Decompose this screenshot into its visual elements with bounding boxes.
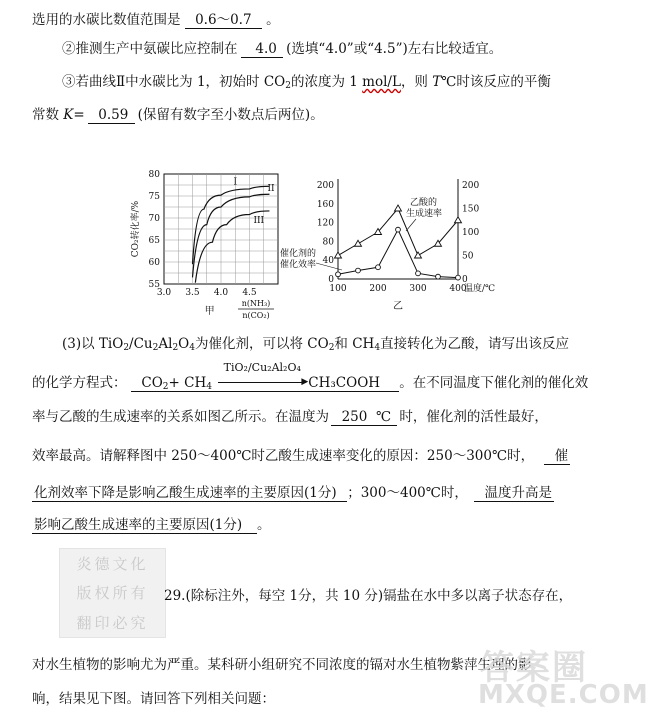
chart-jia-grid: [164, 174, 278, 284]
circle-point: [456, 275, 461, 280]
triangle-point: [395, 205, 402, 211]
reaction-arrow: [218, 382, 306, 383]
x-axis-label: 温度/℃: [464, 284, 496, 294]
chart-yi-lines: [335, 205, 462, 280]
y-left-tick-label: 200: [316, 181, 334, 191]
x-tick-label: 200: [369, 284, 387, 294]
para-3-line-5: 化剂效率下降是影响乙酸生成速率的主要原因(1分) ；300～400℃时， 温度升高是: [34, 485, 552, 501]
y-tick-label: 75: [148, 192, 160, 202]
para-3-line-2: 的化学方程式： $CO_2+ CH_4$ TiO₂/Cu₂Al₂O₄ ▶ CH₃COOH 。在不同温度下催化剂的催化效: [32, 361, 589, 392]
y-tick-label: 80: [148, 170, 160, 180]
answer-blank: 250 ℃: [331, 409, 397, 426]
series-label-II: II: [267, 184, 275, 195]
x-tick-label: 3.0: [156, 288, 172, 298]
circle-point: [356, 268, 361, 273]
question-29-line-1: 29.(除标注外，每空 1分，共 10 分)镉盐在水中多以离子状态存在，: [164, 588, 573, 604]
x-tick-label: 4.5: [242, 288, 257, 298]
answer-line-4: 常数 K= 0.59 (保留有数字至小数点后两位)。: [32, 107, 324, 123]
annotation-eff-2: 催化效率: [280, 260, 317, 270]
chart-yi-ticks: [280, 181, 495, 312]
chart-jia: [128, 160, 288, 320]
x-tick-label: 4.0: [213, 288, 229, 298]
y-tick-label: 55: [148, 280, 160, 290]
circle-point: [396, 227, 401, 232]
circle-point: [436, 274, 441, 279]
answer-line-2: ②推测生产中氨碳比应控制在 4.0 (选填“4.0”或“4.5”)左右比较适宜。: [62, 41, 503, 57]
triangle-point: [335, 252, 342, 258]
copyright-stamp: 炎德文化 版权所有 翻印必究: [59, 548, 166, 638]
circle-point: [376, 265, 381, 270]
chart-yi: [280, 173, 498, 321]
y-tick-label: 60: [148, 258, 160, 268]
site-watermark: 答案圈 MXQE.COM: [478, 648, 649, 710]
question-29-line-3: 响，结果见下图。请回答下列相关问题：: [32, 691, 275, 707]
series-line-II: [193, 194, 270, 277]
triangle-point: [455, 217, 462, 223]
triangle-point: [415, 252, 422, 258]
circle-point: [336, 272, 341, 277]
para-3-line-3: 率与乙酸的生成速率的关系如图乙所示。在温度为 250 ℃ 时，催化剂的活性最好，: [32, 409, 548, 425]
answer-blank: 温度升高是: [474, 485, 554, 502]
answer-blank: 影响乙酸生成速率的主要原因(1分): [32, 517, 257, 534]
annotation-eff-1: 催化剂的: [280, 249, 317, 259]
equation-answer: $CO_2+ CH_4$ TiO₂/Cu₂Al₂O₄ ▶ CH₃COOH: [131, 375, 399, 392]
x-tick-label: 100: [329, 284, 347, 294]
answer-line-1: 选用的水碳比数值范围是 0.6～0.7 。: [32, 12, 280, 28]
answer-line-3: ③若曲线Ⅱ中水碳比为 1，初始时 $CO_2$的浓度为 1 mol/L，则 T℃时该反应的平衡: [62, 74, 551, 91]
answer-blank: 催: [544, 448, 570, 465]
x-axis-label-denominator: n(CO₂): [242, 311, 270, 320]
y-left-tick-label: 120: [316, 218, 334, 229]
y-right-tick-label: 50: [462, 251, 474, 262]
annotation-rate-1: 乙酸的: [410, 198, 438, 208]
para-3-line-1: (3)以 $TiO_2/Cu_2Al_2O_4$为催化剂，可以将 $CO_2$和 $CH_4$直接转化为乙酸，请写出该反应: [62, 336, 570, 353]
y-left-tick-label: 80: [322, 237, 334, 248]
answer-blank: 化剂效率下降是影响乙酸生成速率的主要原因(1分): [32, 485, 347, 502]
annotation-leader: [406, 219, 416, 231]
y-right-tick-label: 200: [462, 181, 480, 191]
para-3-line-6: 影响乙酸生成速率的主要原因(1分) 。: [34, 517, 271, 533]
answer-blank: 4.0: [241, 41, 284, 58]
y-right-tick-label: 150: [462, 204, 480, 215]
answer-blank: 0.59: [88, 107, 135, 124]
question-29-line-2: 对水生植物的影响尤为严重。某科研小组研究不同浓度的镉对水生植物紫萍生理的影: [32, 657, 532, 673]
chart-jia-ticks: [129, 170, 274, 320]
y-left-tick-label: 0: [328, 275, 334, 285]
x-tick-label: 400: [449, 284, 467, 294]
annotation-rate-2: 生成速率: [406, 209, 443, 219]
y-axis-label: CO₂转化率/%: [131, 200, 141, 258]
series-label-III: III: [253, 215, 265, 226]
text: 选用的水碳比数值范围是: [32, 12, 181, 28]
circle-point: [416, 271, 421, 276]
para-3-line-4: 效率最高。请解释图中 250～400℃时乙酸生成速率变化的原因：250～300℃时， 催: [32, 448, 569, 464]
x-axis-label-numerator: n(NH₃): [241, 299, 271, 308]
y-right-tick-label: 100: [462, 228, 480, 238]
x-tick-label: 300: [409, 284, 427, 294]
chart-title: 乙: [393, 301, 403, 312]
chart-jia-lines: [193, 177, 276, 282]
triangle-point: [355, 240, 362, 246]
series-label-I: I: [233, 177, 238, 188]
y-right-tick-label: 0: [462, 275, 468, 285]
y-left-tick-label: 40: [322, 256, 334, 267]
answer-blank: 0.6～0.7: [185, 12, 263, 29]
x-tick-label: 3.5: [185, 288, 200, 298]
y-tick-label: 65: [148, 236, 160, 246]
chart-title: 甲: [204, 306, 215, 317]
y-tick-label: 70: [148, 214, 160, 224]
y-left-tick-label: 160: [316, 199, 334, 210]
catalyst-label: TiO₂/Cu₂Al₂O₄: [223, 361, 301, 374]
